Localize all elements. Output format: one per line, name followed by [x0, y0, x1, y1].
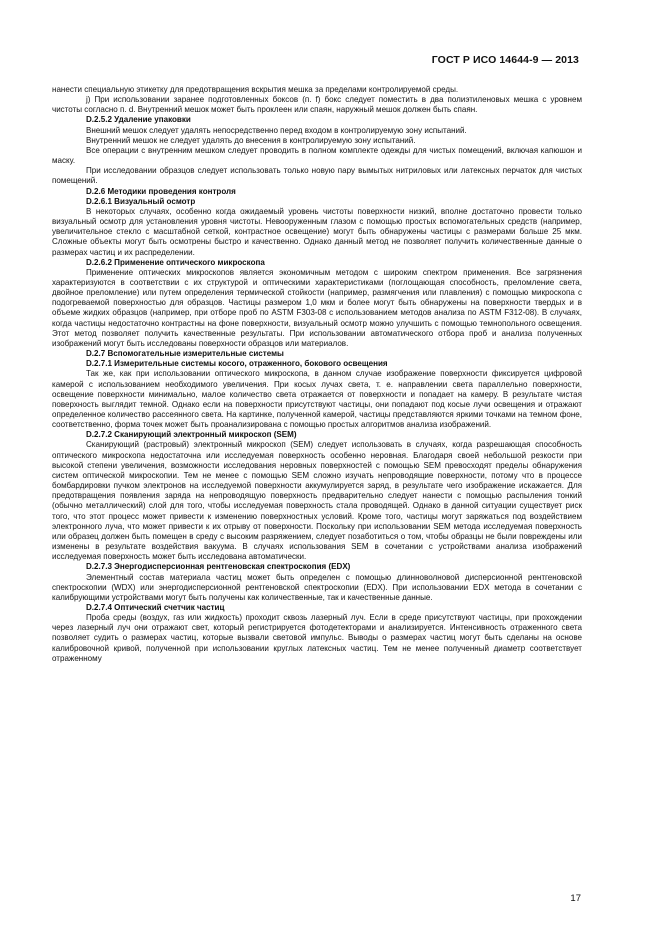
section-heading: D.2.6.2 Применение оптического микроскопа — [86, 257, 265, 267]
section-heading: D.2.7.4 Оптический счетчик частиц — [86, 602, 225, 612]
section-heading: D.2.6.1 Визуальный осмотр — [86, 196, 196, 206]
section-heading: D.2.7 Вспомогательные измерительные системы — [86, 349, 284, 359]
section-heading: D.2.7.1 Измерительные системы косого, отраженного, бокового освещения — [86, 359, 388, 369]
document-header: ГОСТ Р ИСО 14644-9 — 2013 — [431, 54, 579, 66]
paragraph: Проба среды (воздух, газ или жидкость) проходит сквозь лазерный луч. Если в среде присутствуют частицы, при прохождении через лазерный луч они отражают свет, который регистрируется фотодетекторами и анализируется. Интенсивность отраженного света позволяет судить о размерах частиц, которые вызвали световой импульс. Выводы о размерах частиц могут быть сделаны на основе калибровочной кривой, полученной при использовании круглых латексных частиц. Тем не менее полученный диаметр соответствует отраженному — [52, 613, 582, 663]
document-body — [52, 85, 582, 664]
section-heading: D.2.7.2 Сканирующий электронный микроскоп (SEM) — [86, 430, 297, 440]
section-heading: D.2.5.2 Удаление упаковки — [86, 115, 191, 125]
paragraph: Элементный состав материала частиц может быть определен с помощью длинноволновой дисперсионной рентгеновской спектроскопии (WDX) или энергодисперсионной рентгеновской спектроскопии (EDX). При использовании EDX метода в сочетании с калибрующими устройствами могут быть получены как количественные, так и качественные данные. — [52, 572, 582, 602]
paragraph: Применение оптических микроскопов является экономичным методом с широким спектром применения. Все загрязнения характеризуются в соответствии с их структурой и оптическими характеристиками (поглощающая способность, преломление света, двойное преломление) или путем определения термической стойкости (например, размягчения или плавления) с помощью микроскопа с подогреваемой поверхностью для образцов. Частицы размером 1,0 мкм и более могут быть обнаружены на поверхности твердых и в объеме жидких образцов (например, при отборе проб по ASTM F303-08 с использованием методов анализа по ASTM F312-08). В случаях, когда частицы недостаточно контрастны на фоне поверхности, визуальный осмотр можно улучшить с помощью темнопольного освещения. Этот метод позволяет получить качественные результаты. При использовании автоматического отбора проб и анализа полученных изображений могут быть исследованы поверхности образцов или материалов. — [52, 267, 582, 348]
paragraph: j) При использовании заранее подготовленных боксов (п. f) бокс следует поместить в два полиэтиленовых мешка с уровнем чистоты согласно п. d. Внутренний мешок может быть проклеен или спаян, наружный мешок должен быть спаян. — [52, 95, 582, 115]
paragraph: Внутренний мешок не следует удалять до внесения в контролируемую зону испытаний. — [86, 135, 416, 145]
paragraph: При исследовании образцов следует использовать только новую пару вымытых нитриловых или латексных перчаток для чистых помещений. — [52, 166, 582, 186]
paragraph: Все операции с внутренним мешком следует проводить в полном комплекте одежды для чистых помещений, включая капюшон и маску. — [52, 145, 582, 166]
section-heading: D.2.6 Методики проведения контроля — [86, 186, 236, 196]
paragraph: нанести специальную этикетку для предотвращения вскрытия мешка за пределами контролируемой среды. — [52, 85, 459, 94]
page-number: 17 — [570, 893, 581, 904]
section-heading: D.2.7.3 Энергодисперсионная рентгеновская спектроскопия (EDX) — [86, 562, 351, 572]
paragraph: Внешний мешок следует удалять непосредственно перед входом в контролируемую зону испытаний. — [86, 125, 467, 135]
paragraph: Так же, как при использовании оптического микроскопа, в данном случае изображение поверхности фиксируется цифровой камерой с использованием необходимого увеличения. При косых лучах света, т. е. направлении света параллельно поверхности, освещение поверхности минимально, малое количество света отражается от поверхности и попадает на камеру. В результате чистая поверхность выглядит темной. Однако если на поверхности присутствуют частицы, они попадают под косые лучи освещения и отражают определенное количество рассеянного света. На картинке, полученной камерой, частицы представляются яркими точками на темном фоне, соответственно, форма точек может быть проанализирована с помощью простых алгоритмов анализа изображений. — [52, 369, 582, 430]
paragraph: Сканирующий (растровый) электронный микроскоп (SEM) следует использовать в случаях, когда разрешающая способность оптического микроскопа недостаточна или исследуемая поверхность особенно неровная. Благодаря своей небольшой резкости при высокой степени увеличения, возможности исследования неровных поверхностей с помощью SEM превосходят пределы обнаружения систем оптической микроскопии. Тем не менее с помощью SEM сложно изучать непроводящие поверхности, потому что в процессе бомбардировки пучком электронов на исследуемой поверхности аккумулируется заряд, в результате чего изображение искажается. Для предотвращения появления заряда на непроводящую поверхность предварительно следует нанести с помощью распыления тонкий (обычно металлический) слой для того, чтобы исследуемая поверхность стала проводящей. Однако в данной ситуации существует риск того, что этот процесс может привести к изменению поверхностных условий. Кроме того, частицы могут заряжаться под воздействием электронного луча, что может привести к их отрыву от поверхности. Поскольку при использовании SEM метода исследуемая поверхность или образец должен быть помещен в среду с высоким разряжением, следует позаботиться о том, чтобы образцы не были повреждены или изменены в результате воздействия вакуума. В случаях использования SEM в сочетании с устройствами анализа изображений исследуемая поверхность может быть исследована автоматически. — [52, 440, 582, 562]
paragraph: В некоторых случаях, особенно когда ожидаемый уровень чистоты поверхности низкий, вполне достаточно провести только визуальный осмотр для установления уровня чистоты. Невооруженным глазом с помощью простых вспомогательных средств (например, увеличительное стекло с масштабной сеткой, контрастное освещение) могут быть обнаружены частицы с размерами больше 25 мкм. Сложные объекты могут быть осмотрены быстро и качественно. Однако данный метод не позволяет получить количественные данные о размерах частиц и их распределении. — [52, 206, 582, 257]
